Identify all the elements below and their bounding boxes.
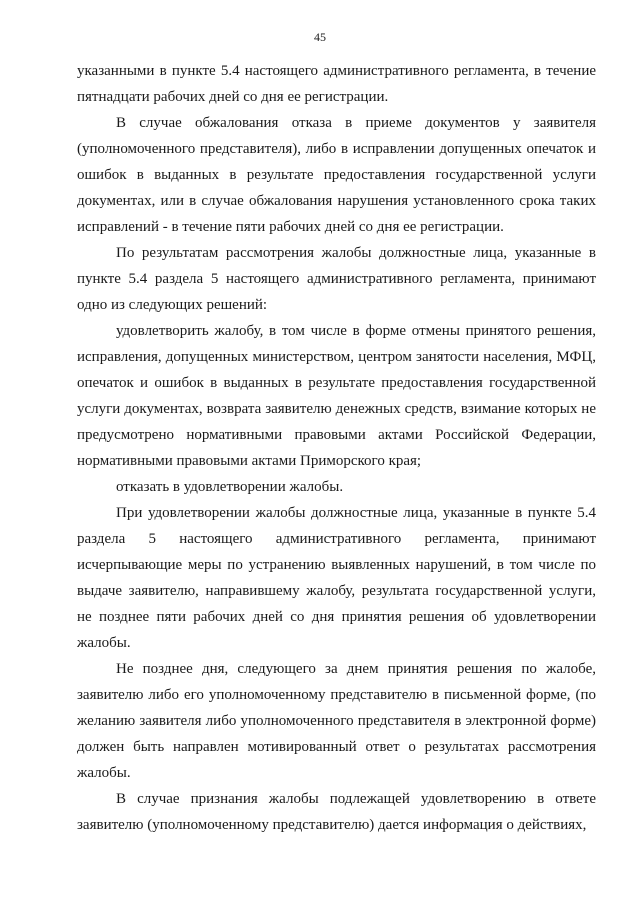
paragraph-continuation: указанными в пункте 5.4 настоящего административного регламента, в течение пятнадцати рабочих дней со дня ее регистрации. xyxy=(77,63,596,105)
paragraph-appeal-refusal: В случае обжалования отказа в приеме документов у заявителя (уполномоченного представителя), либо в исправлении допущенных опечаток и ошибок в выданных в результате предоставления государственной услуги документах, или в случае обжалования нарушения установленного срока таких исправлений - в течение пяти рабочих дней со дня ее регистрации. xyxy=(77,115,596,235)
paragraph-reasoned-response: Не позднее дня, следующего за днем принятия решения по жалобе, заявителю либо его уполномоченному представителю в письменной форме, (по желанию заявителя либо уполномоченного представителя в электронной форме) должен быть направлен мотивированный ответ о результатах рассмотрения жалобы. xyxy=(77,661,596,781)
paragraph-remedial-measures: При удовлетворении жалобы должностные лица, указанные в пункте 5.4 раздела 5 настоящего административного регламента, принимают исчерпывающие меры по устранению выявленных нарушений, в том числе по выдаче заявителю, направившему жалобу, результата государственной услуги, не позднее пяти рабочих дней со дня принятия решения об удовлетворении жалобы. xyxy=(77,505,596,651)
page-number: 45 xyxy=(314,30,326,44)
document-body xyxy=(77,58,596,838)
paragraph-review-results: По результатам рассмотрения жалобы должностные лица, указанные в пункте 5.4 раздела 5 настоящего административного регламента, принимают одно из следующих решений: xyxy=(77,245,596,313)
paragraph-decision-satisfy: удовлетворить жалобу, в том числе в форме отмены принятого решения, исправления, допущенных министерством, центром занятости населения, МФЦ, опечаток и ошибок в выданных в результате предоставления государственной услуги документах, возврата заявителю денежных средств, взимание которых не предусмотрено нормативными правовыми актами Российской Федерации, нормативными правовыми актами Приморского края; xyxy=(77,323,596,469)
paragraph-satisfaction-info: В случае признания жалобы подлежащей удовлетворению в ответе заявителю (уполномоченному представителю) дается информация о действиях, xyxy=(77,791,596,833)
paragraph-decision-refuse: отказать в удовлетворении жалобы. xyxy=(116,479,344,495)
